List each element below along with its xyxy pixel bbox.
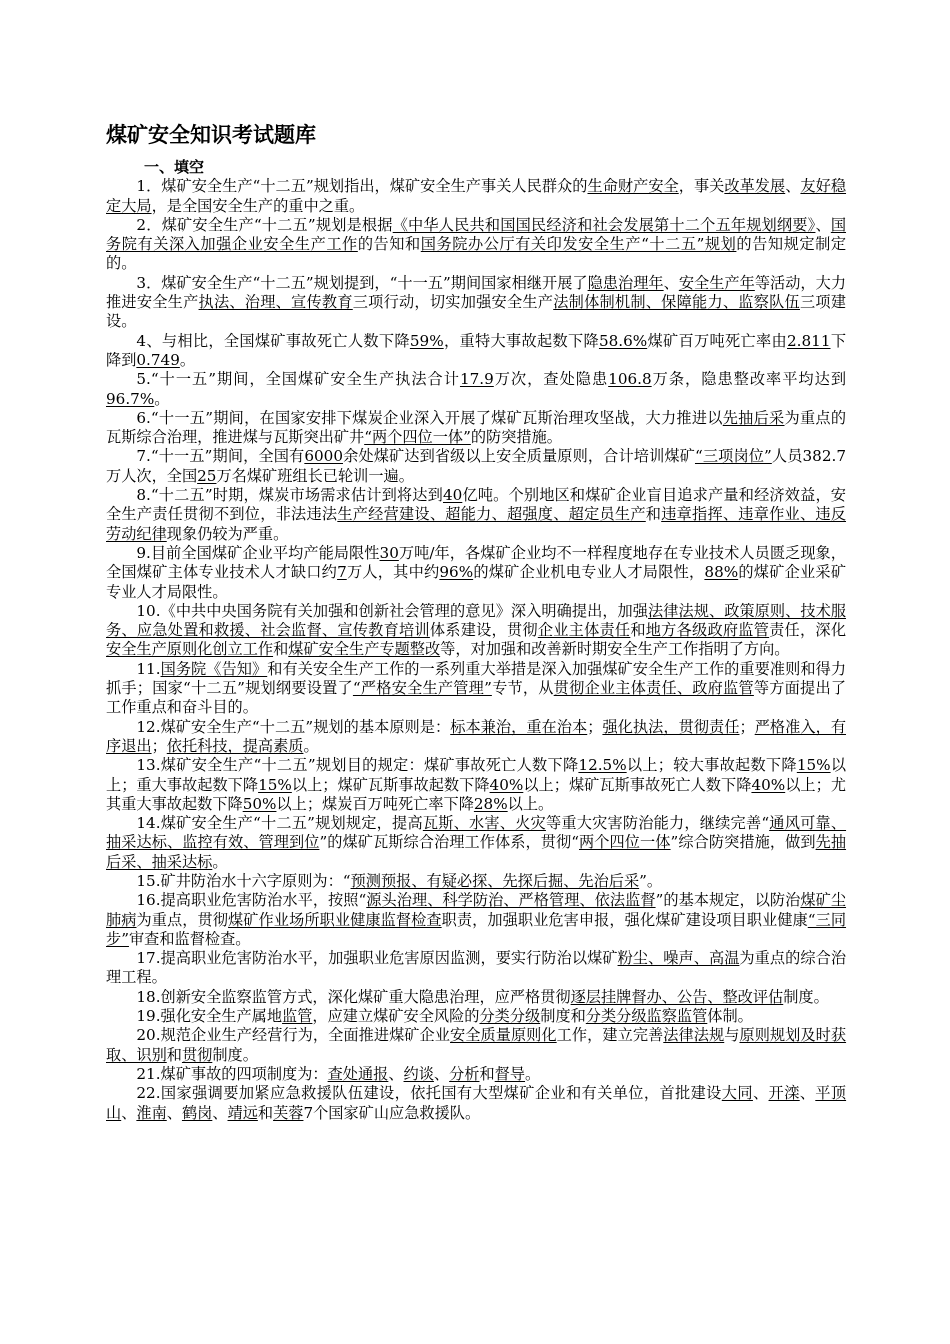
question-text: 制度。 <box>212 1045 258 1064</box>
question-text: 为重点，贯彻 <box>136 910 229 929</box>
answer-blank: 安全质量原则化 <box>450 1026 557 1045</box>
question-text: 、 <box>166 1103 182 1122</box>
document-body <box>106 158 846 1123</box>
question-text: 审查和监督检查。 <box>128 929 251 948</box>
question-text: 以上。 <box>507 794 554 813</box>
answer-blank: 96.7% <box>106 389 155 408</box>
answer-blank: 58.6% <box>598 331 648 350</box>
question-text: 、 <box>388 1064 404 1083</box>
question-text: 的告知规定制定的。 <box>106 235 847 273</box>
question-text: ，是全国安全生产的重中之重。 <box>151 196 365 215</box>
question-item <box>106 814 846 872</box>
question-text: 万次，查处隐患 <box>493 370 609 389</box>
question-item <box>106 988 846 1007</box>
answer-blank: 生命财产安全 <box>587 177 679 196</box>
question-text: 体制。 <box>707 1007 753 1026</box>
answer-blank: 监管 <box>282 1007 313 1026</box>
answer-blank: 88% <box>704 563 739 582</box>
answer-blank: 督导 <box>494 1064 526 1083</box>
question-text: 6.“十一五”期间，在国家安排下煤炭企业深入开展了煤矿瓦斯治理攻坚战，大力推进以 <box>136 408 723 427</box>
answer-blank: 分类分级 <box>479 1007 541 1026</box>
answer-blank: 强化执法，贯彻责任 <box>602 717 740 736</box>
answer-blank: 逐层挂牌督办、公告、整改评估 <box>570 987 784 1006</box>
question-text: 11. <box>136 659 161 678</box>
answer-blank: 法律法规 <box>663 1026 725 1045</box>
question-text: 、 <box>663 273 679 292</box>
question-text: 体系建设，贯彻 <box>429 621 538 640</box>
answer-blank: 先抽后采 <box>722 408 785 427</box>
answer-blank: 安全生产年 <box>678 273 755 292</box>
question-text: 和 <box>166 1045 182 1064</box>
question-text: 和 <box>479 1064 495 1083</box>
question-text: 万吨/年，各煤矿企业均不一样程度地存在专业技术人员匮乏现象，全国煤矿主体专业技术人才缺口约 <box>106 543 846 582</box>
answer-blank: 分析 <box>449 1064 480 1083</box>
question-item <box>106 370 846 409</box>
question-text: 的煤矿企业机电专业人才局限性， <box>473 563 705 582</box>
answer-blank: 法制体制机制、保障能力、监察队伍 <box>553 293 800 312</box>
question-text: 。 <box>303 736 319 755</box>
question-text: 15.矿井防治水十六字原则为：“ <box>136 871 351 890</box>
answer-blank: 40% <box>489 775 524 794</box>
question-item <box>106 660 846 718</box>
answer-blank: 地方各级政府监管 <box>645 621 770 640</box>
question-text: 。 <box>212 852 228 871</box>
question-list <box>106 177 846 1123</box>
question-text: ”综合防突措施，做到 <box>670 833 816 852</box>
answer-blank: 煤矿安全生产专题整改 <box>288 640 441 659</box>
question-text: 与 <box>724 1026 740 1045</box>
question-item <box>106 274 846 332</box>
question-text: 下降到 <box>106 331 846 369</box>
question-text: 。 <box>179 350 196 369</box>
answer-blank: 40 <box>442 486 463 505</box>
answer-blank: 粉尘、噪声、高温 <box>617 949 740 968</box>
question-text: 5.“十一五”期间，全国煤矿安全生产执法合计 <box>136 370 460 389</box>
question-text: 等方面提出了工作重点和奋斗目的。 <box>106 679 847 717</box>
answer-blank: 源头治理、科学防治、严格管理、依法监督 <box>366 891 656 910</box>
question-text: 、 <box>815 215 831 234</box>
question-item <box>106 1084 846 1123</box>
question-text: 18.创新安全监察监管方式，深化煤矿重大隐患治理，应严格贯彻 <box>136 987 571 1006</box>
question-text: 以上；煤矿瓦斯事故死亡人数下降 <box>523 775 752 794</box>
answer-blank: 法律法规、政策原则、技术服务、应急处置和救援、社会监督、宣传教育培训 <box>106 601 847 640</box>
question-text: 和 <box>273 640 289 659</box>
question-text: 现象仍较为严重。 <box>166 524 289 543</box>
answer-blank: 改革发展 <box>724 177 786 196</box>
answer-blank: 隐患治理年 <box>587 273 664 292</box>
question-text: 17.提高职业危害防治水平，加强职业危害原因监测，要实行防治以煤矿 <box>136 949 618 968</box>
answer-blank: 17.9 <box>459 370 494 389</box>
answer-blank: 芙蓉 <box>273 1103 304 1122</box>
question-item <box>106 718 846 757</box>
question-text: 14.煤矿安全生产“十二五”规划规定，提高 <box>136 814 423 833</box>
question-text: ，事关 <box>678 177 725 196</box>
answer-blank: 执法、治理、宣传教育 <box>198 293 353 312</box>
question-text: 万人，其中约 <box>346 563 440 582</box>
question-text: 21.煤矿事故的四项制度为： <box>136 1064 328 1083</box>
question-text: 为重点的瓦斯综合治理，推进煤与瓦斯突出矿井 <box>106 408 847 447</box>
answer-blank: 标本兼治，重在治本 <box>450 717 588 736</box>
answer-blank: 6000 <box>304 447 343 466</box>
answer-blank: 煤矿尘肺病 <box>106 891 847 929</box>
answer-blank: 依托科技，提高素质 <box>166 736 304 755</box>
question-item <box>106 447 846 486</box>
question-text: 7.“十一五”期间，全国有 <box>136 447 305 466</box>
question-item <box>106 486 846 544</box>
question-text: 以上；煤炭百万吨死亡率下降 <box>276 794 474 813</box>
answer-blank: 106.8 <box>608 370 652 389</box>
question-text: ； <box>587 717 603 736</box>
question-text: 、 <box>785 177 801 196</box>
question-text: 、 <box>212 1103 228 1122</box>
question-text: 4、与相比，全国煤矿事故死亡人数下降 <box>136 331 410 350</box>
answer-blank: 先抽后采、抽采达标 <box>106 833 847 871</box>
question-item <box>106 602 846 660</box>
answer-blank: 严格准入，有序退出 <box>106 717 847 755</box>
question-item <box>106 216 846 274</box>
answer-blank: 开滦 <box>768 1084 800 1103</box>
question-text: 的告知和 <box>357 235 421 254</box>
answer-blank: 0.749 <box>136 350 180 369</box>
answer-blank: 煤矿作业场所职业健康监督检查 <box>228 910 442 929</box>
question-text: 2．煤矿安全生产“十二五”规划是根据 <box>136 215 393 234</box>
question-text: 等重大灾害防治能力，继续完善“ <box>545 814 770 833</box>
question-text: 、 <box>433 1064 450 1083</box>
answer-blank: 40% <box>751 775 786 794</box>
answer-blank: 59% <box>409 331 444 350</box>
answer-blank: 生产经营建设、超能力、超强度、超定员生产 <box>337 505 646 524</box>
answer-blank: 友好稳定大局 <box>106 177 847 215</box>
answer-blank: 预测预报、有疑必探、先探后掘、先治后采 <box>350 871 640 890</box>
question-text: 以上；较大事故起数下降 <box>626 756 797 775</box>
answer-blank: 约谈 <box>403 1064 434 1083</box>
question-text: 以上；重大事故起数下降 <box>106 756 847 794</box>
question-item <box>106 891 846 949</box>
question-text: 责任，深化 <box>769 621 847 640</box>
question-text: 专节，从 <box>491 679 554 698</box>
answer-blank: 《中华人民共和国国民经济和社会发展第十二个五年规划纲要》 <box>392 215 816 234</box>
answer-blank: “三项岗位” <box>694 447 772 466</box>
question-text: 13.煤矿安全生产“十二五”规划目的规定：煤矿事故死亡人数下降 <box>136 756 579 775</box>
question-text: 职责，加强职业危害申报，强化煤矿建设项目职业健康 <box>441 910 808 929</box>
question-text: 10.《中共中央国务院有关加强和创新社会管理的意见》深入明确提出，加强 <box>136 601 649 620</box>
question-text: 三项建设。 <box>106 293 847 331</box>
question-text: 的煤矿企业采矿专业人才局限性。 <box>106 563 847 601</box>
question-text: 9.目前全国煤矿企业平均产能局限性 <box>136 543 380 562</box>
answer-blank: 贯彻企业主体责任、政府监管 <box>553 679 754 698</box>
answer-blank: 靖远 <box>227 1103 258 1122</box>
answer-blank: “严格安全生产管理” <box>352 679 492 698</box>
question-text: 12.煤矿安全生产“十二五”规划的基本原则是： <box>136 717 451 736</box>
question-text: 以上；尤其重大事故起数下降 <box>106 775 847 813</box>
question-text: 8.“十二五”时期，煤炭市场需求估计到将达到 <box>136 486 443 505</box>
answer-blank: 两个四位一体 <box>579 833 671 852</box>
answer-blank: 大同 <box>721 1084 753 1103</box>
question-text: 和有关安全生产工作的一系列重大举措是深入加强煤矿安全生产工作的重要准则和得力抓手；国家“十二五”规划纲要设置了 <box>106 659 847 698</box>
answer-blank: 30 <box>379 543 399 562</box>
answer-blank: 通风可靠、抽采达标、监控有效、管理到位 <box>106 814 847 852</box>
answer-blank: “两个四位一体” <box>364 428 471 447</box>
question-text: 亿吨。个别地区和煤矿企业盲目追求产量和经济效益，安全生产责任贯彻不到位，非法违法 <box>106 486 846 524</box>
question-text: 22.国家强调要加紧应急救援队伍建设，依托国有大型煤矿企业和有关单位，首批建设 <box>136 1084 722 1103</box>
question-text: 和 <box>257 1103 274 1122</box>
answer-blank: 国务院有关深入加强企业安全生产工作 <box>106 215 847 254</box>
answer-blank: 分类分级监察监管 <box>585 1007 708 1026</box>
answer-blank: 15% <box>796 756 831 775</box>
answer-blank: 违章指挥、违章作业、违反劳动纪律 <box>106 505 847 543</box>
answer-blank: 企业主体责任 <box>537 621 631 640</box>
answer-blank: 25 <box>197 466 217 485</box>
question-item <box>106 949 846 988</box>
question-text: 1．煤矿安全生产“十二五”规划指出，煤矿安全生产事关人民群众的 <box>136 177 588 196</box>
question-text: ，重特大事故起数下降 <box>443 331 599 350</box>
question-text: 工作，建立完善 <box>556 1026 664 1045</box>
question-item <box>106 1065 846 1084</box>
question-text: 制度和 <box>540 1007 586 1026</box>
answer-blank: 国务院办公厅有关印发安全生产“十二五”规划 <box>420 235 737 254</box>
question-text: 和 <box>645 505 662 524</box>
question-text: 19.强化安全生产属地 <box>136 1007 283 1026</box>
question-text: 等活动，大力推进安全生产 <box>106 273 847 312</box>
question-text: 等，对加强和改善新时期安全生产工作指明了方向。 <box>440 640 790 659</box>
answer-blank: “三同步” <box>106 910 847 948</box>
answer-blank: 7 <box>337 563 347 582</box>
question-item <box>106 177 846 216</box>
question-text: ”的基本规定，以防治 <box>655 891 801 910</box>
question-text: ”。 <box>639 871 663 890</box>
question-item <box>106 409 846 448</box>
answer-blank: 瓦斯、水害、火灾 <box>422 814 546 833</box>
question-text: ”的煤矿瓦斯综合治理工作体系，贯彻“ <box>319 833 579 852</box>
answer-blank: 查处通报 <box>327 1064 389 1083</box>
question-text: 人员382.7万人次，全国 <box>106 447 846 485</box>
question-text: 16.提高职业危害防治水平，按照“ <box>136 891 367 910</box>
answer-blank: 鹤岗 <box>181 1103 213 1122</box>
question-text: 3．煤矿安全生产“十二五”规划提到，“十一五”期间国家相继开展了 <box>136 273 588 292</box>
answer-blank: 国务院《告知》 <box>160 659 268 678</box>
question-item <box>106 544 846 602</box>
answer-blank: 2.811 <box>787 331 831 350</box>
question-text: 。 <box>525 1064 541 1083</box>
answer-blank: 贯彻 <box>181 1045 213 1064</box>
question-text: 三项行动，切实加强安全生产 <box>352 293 554 312</box>
question-text: 和 <box>630 621 646 640</box>
question-text: 、 <box>799 1084 816 1103</box>
question-text: 制度。 <box>783 987 829 1006</box>
answer-blank: 50% <box>242 794 277 813</box>
question-text: ，应建立煤矿安全风险的 <box>312 1007 480 1026</box>
question-text: 7个国家矿山应急救援队。 <box>303 1103 481 1122</box>
document-title: 煤矿安全知识考试题库 <box>106 123 316 147</box>
question-item <box>106 332 846 371</box>
question-text: 万条，隐患整改率平均达到 <box>651 370 847 389</box>
section-heading: 一、填空 <box>144 158 205 176</box>
question-text: 、 <box>752 1084 769 1103</box>
answer-blank: 96% <box>439 563 474 582</box>
answer-blank: 淮南 <box>136 1103 167 1122</box>
question-item <box>106 1026 846 1065</box>
answer-blank: 15% <box>258 775 292 794</box>
question-text: 20.规范企业生产经营行为，全面推进煤矿企业 <box>136 1026 451 1045</box>
question-text: 煤矿百万吨死亡率由 <box>647 331 788 350</box>
question-text: ； <box>151 736 167 755</box>
question-text: 余处煤矿达到省级以上安全质量原则，合计培训煤矿 <box>342 447 695 466</box>
answer-blank: 原则规划及时获取、识别 <box>106 1026 847 1064</box>
question-text: 万名煤矿班组长已轮训一遍。 <box>216 466 414 485</box>
question-text: 、 <box>121 1103 137 1122</box>
question-item <box>106 756 846 814</box>
question-text: 以上；煤矿瓦斯事故起数下降 <box>291 775 490 794</box>
question-item <box>106 1007 846 1026</box>
question-text: ； <box>739 717 755 736</box>
answer-blank: 平顶山 <box>106 1084 847 1122</box>
answer-blank: 12.5% <box>578 756 627 775</box>
answer-blank: 28% <box>473 794 508 813</box>
question-item <box>106 872 846 891</box>
question-text: 为重点的综合治理工程。 <box>106 949 847 987</box>
question-text: 的防突措施。 <box>470 428 562 447</box>
question-text: 。 <box>154 389 170 408</box>
answer-blank: 安全生产原则化创立工作 <box>106 640 274 659</box>
